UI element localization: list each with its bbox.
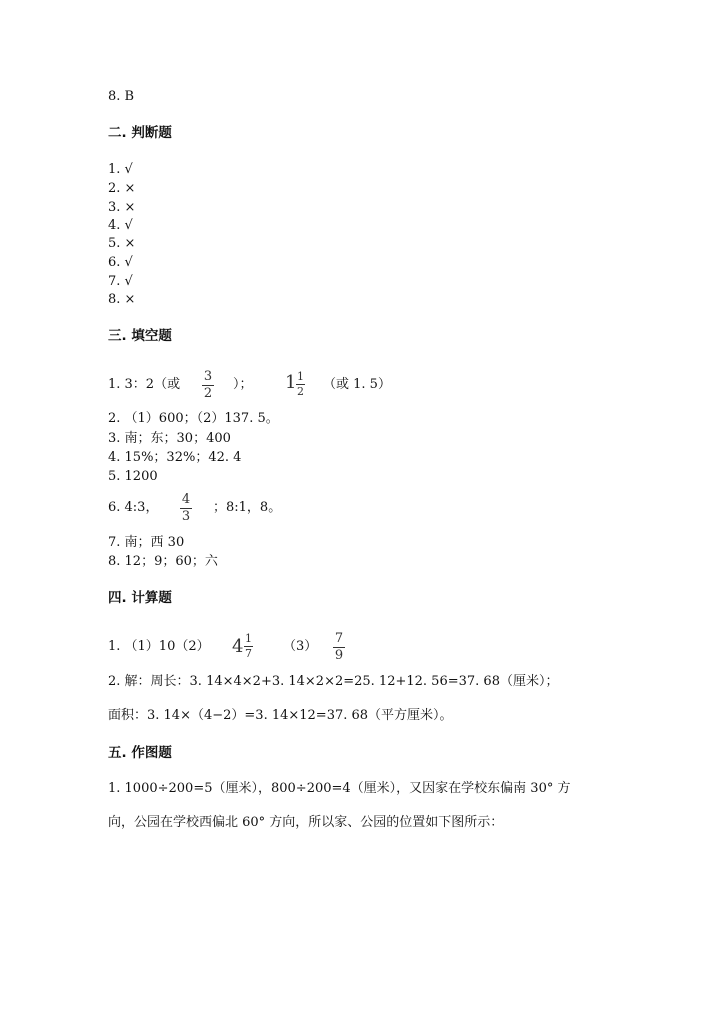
fraction-numerator: 3 bbox=[203, 369, 213, 384]
fill-q4: 4. 15%；32%；42. 4 bbox=[108, 450, 242, 465]
fill-q1-suffix: （或 1. 5） bbox=[323, 377, 391, 392]
fill-q5: 5. 1200 bbox=[108, 469, 158, 484]
calc-q2-line1: 2. 解：周长：3. 14×4×2+3. 14×2×2=25. 12+12. 56=37. 68（厘米）； bbox=[108, 674, 559, 689]
fraction-denominator: 3 bbox=[181, 509, 191, 524]
list-item: 7. √ bbox=[108, 274, 133, 289]
fraction-denominator: 2 bbox=[203, 386, 213, 401]
fraction-numerator: 1 bbox=[245, 632, 252, 645]
list-item: 2. × bbox=[108, 181, 136, 196]
mixed-number-fraction bbox=[296, 371, 305, 398]
fraction bbox=[333, 632, 345, 663]
fraction-denominator: 7 bbox=[245, 647, 252, 660]
list-item: 8. × bbox=[108, 292, 136, 307]
section-draw-title: 五. 作图题 bbox=[108, 745, 172, 761]
fill-q7: 7. 南；西 30 bbox=[108, 535, 185, 550]
list-item: 4. √ bbox=[108, 218, 133, 233]
fraction-numerator: 1 bbox=[297, 370, 304, 383]
mixed-number-whole: 1 bbox=[285, 372, 297, 393]
mixed-number-fraction bbox=[244, 633, 253, 660]
list-item: 6. √ bbox=[108, 255, 133, 270]
section-fill-title: 三. 填空题 bbox=[108, 328, 172, 344]
calc-q2-line2: 面积：3. 14×（4−2）=3. 14×12=37. 68（平方厘米）。 bbox=[108, 708, 453, 723]
fraction-denominator: 2 bbox=[297, 385, 304, 398]
list-item: 5. × bbox=[108, 236, 136, 251]
fill-q1-prefix: 1. 3：2（或 bbox=[108, 377, 181, 392]
fill-q6-suffix: ；8:1，8。 bbox=[213, 500, 282, 515]
calc-q1-prefix: 1. （1）10（2） bbox=[108, 639, 210, 654]
list-item: 3. × bbox=[108, 200, 136, 215]
mixed-number-whole: 4 bbox=[232, 636, 244, 657]
section-judge-title: 二. 判断题 bbox=[108, 125, 172, 141]
fill-q2: 2. （1）600；（2）137. 5。 bbox=[108, 411, 279, 426]
fill-q3: 3. 南；东；30；400 bbox=[108, 431, 231, 446]
fill-q1-mid: ）； bbox=[233, 377, 253, 392]
fraction bbox=[180, 493, 192, 524]
section-calc-title: 四. 计算题 bbox=[108, 590, 172, 606]
draw-line2: 向，公园在学校西偏北 60° 方向，所以家、公园的位置如下图所示： bbox=[108, 815, 504, 830]
draw-line1: 1. 1000÷200=5（厘米），800÷200=4（厘米），又因家在学校东偏南 30° 方 bbox=[108, 781, 571, 796]
list-item: 1. √ bbox=[108, 162, 133, 177]
fraction-denominator: 9 bbox=[334, 648, 344, 663]
fill-q6-prefix: 6. 4:3， bbox=[108, 500, 159, 515]
fraction bbox=[202, 370, 214, 401]
fill-q8: 8. 12；9；60；六 bbox=[108, 554, 218, 569]
answer-8-b: 8. B bbox=[108, 89, 135, 104]
calc-q1-mid: （3） bbox=[283, 639, 318, 654]
fraction-numerator: 7 bbox=[334, 631, 344, 646]
fraction-numerator: 4 bbox=[181, 492, 191, 507]
